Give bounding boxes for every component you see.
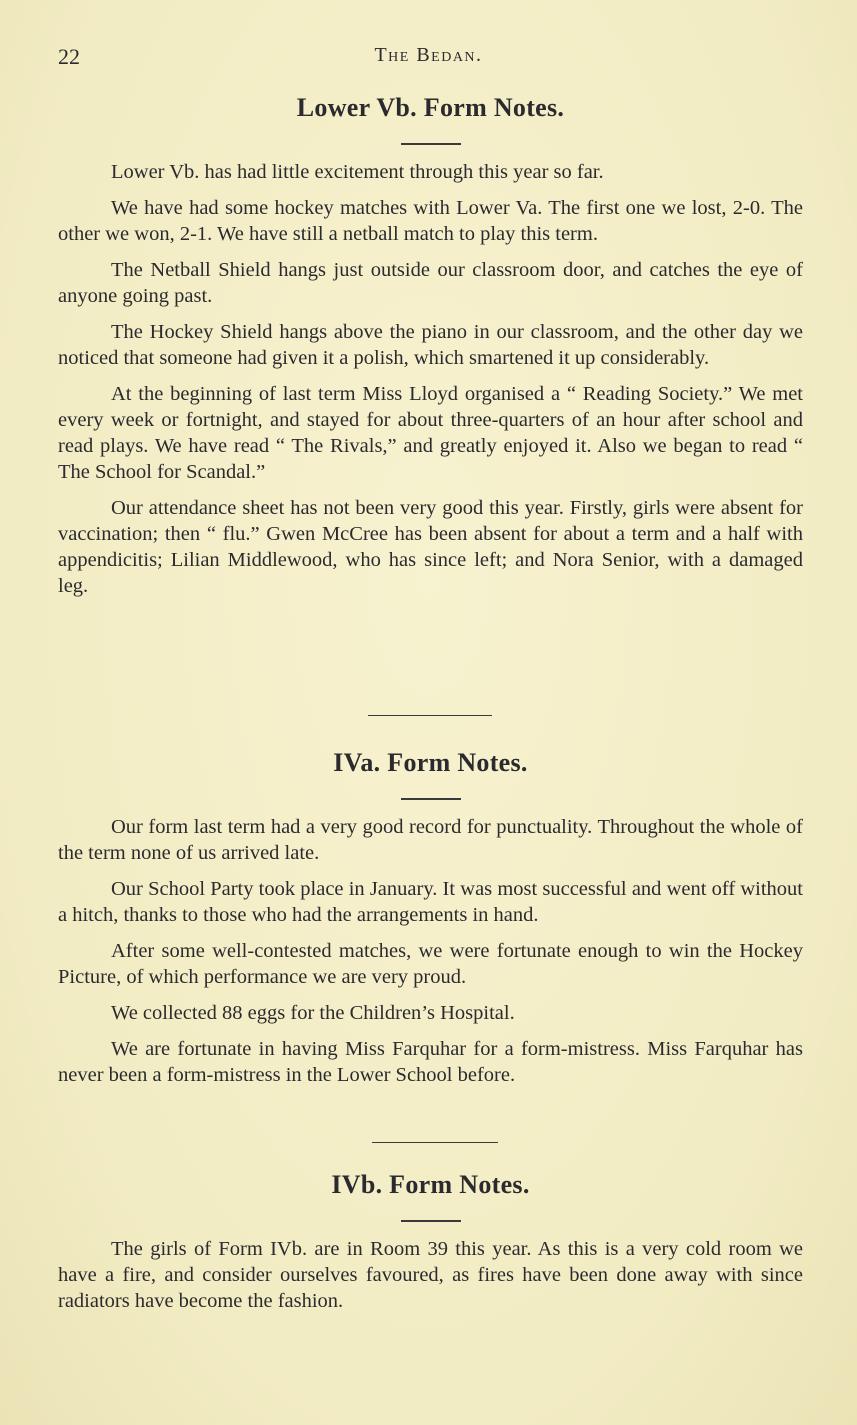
paragraph: Our attendance sheet has not been very good this year. Firstly, girls were absent for vaccination; then “ flu.” Gwen McCree has been absent for about a term and a half with appendicitis; Lilian Middlewood, who has since left; and Nora Senior, with a damaged leg. — [58, 497, 803, 597]
paragraph: We collected 88 eggs for the Children’s Hospital. — [111, 1002, 515, 1024]
paragraph: At the beginning of last term Miss Lloyd organised a “ Reading Society.” We met every week or fortnight, and stayed for about three-quarters of an hour after school and read plays. We have read “ The Rivals,” and greatly enjoyed it. Also we began to read “ The School for Scandal.” — [58, 383, 803, 483]
paragraph: Our School Party took place in January. It was most successful and went off without a hitch, thanks to those who had the arrangements in hand. — [58, 878, 803, 926]
section-heading: IVa. Form Notes. — [333, 748, 528, 777]
paragraph: We are fortunate in having Miss Farquhar for a form-mistress. Miss Farquhar has never been a form-mistress in the Lower School before. — [58, 1038, 803, 1086]
section-divider — [372, 1142, 498, 1143]
section-divider — [368, 715, 492, 716]
section-ivb — [58, 1170, 803, 1324]
paragraph: The Netball Shield hangs just outside our classroom door, and catches the eye of anyone going past. — [58, 259, 803, 307]
journal-title: The Bedan. — [374, 44, 483, 66]
paragraph: Lower Vb. has had little excitement through this year so far. — [111, 161, 604, 183]
heading-rule — [401, 798, 461, 800]
heading-rule — [401, 143, 461, 145]
running-head — [58, 44, 799, 74]
section-lower-vb — [58, 93, 803, 609]
section-iva — [58, 748, 803, 1098]
paragraph: Our form last term had a very good record for punctuality. Throughout the whole of the term none of us arrived late. — [58, 816, 803, 864]
page-number: 22 — [58, 44, 80, 69]
paragraph: The girls of Form IVb. are in Room 39 this year. As this is a very cold room we have a fire, and consider ourselves favoured, as fires have been done away with since radiators have become the fashion. — [58, 1238, 803, 1312]
heading-rule — [401, 1220, 461, 1222]
paragraph: After some well-contested matches, we were fortunate enough to win the Hockey Picture, of which performance we are very proud. — [58, 940, 803, 988]
paragraph: The Hockey Shield hangs above the piano in our classroom, and the other day we noticed that someone had given it a polish, which smartened it up considerably. — [58, 321, 803, 369]
section-heading: Lower Vb. Form Notes. — [296, 93, 565, 122]
section-heading: IVb. Form Notes. — [331, 1170, 530, 1199]
paragraph: We have had some hockey matches with Lower Va. The first one we lost, 2-0. The other we won, 2-1. We have still a netball match to play this term. — [58, 197, 803, 245]
